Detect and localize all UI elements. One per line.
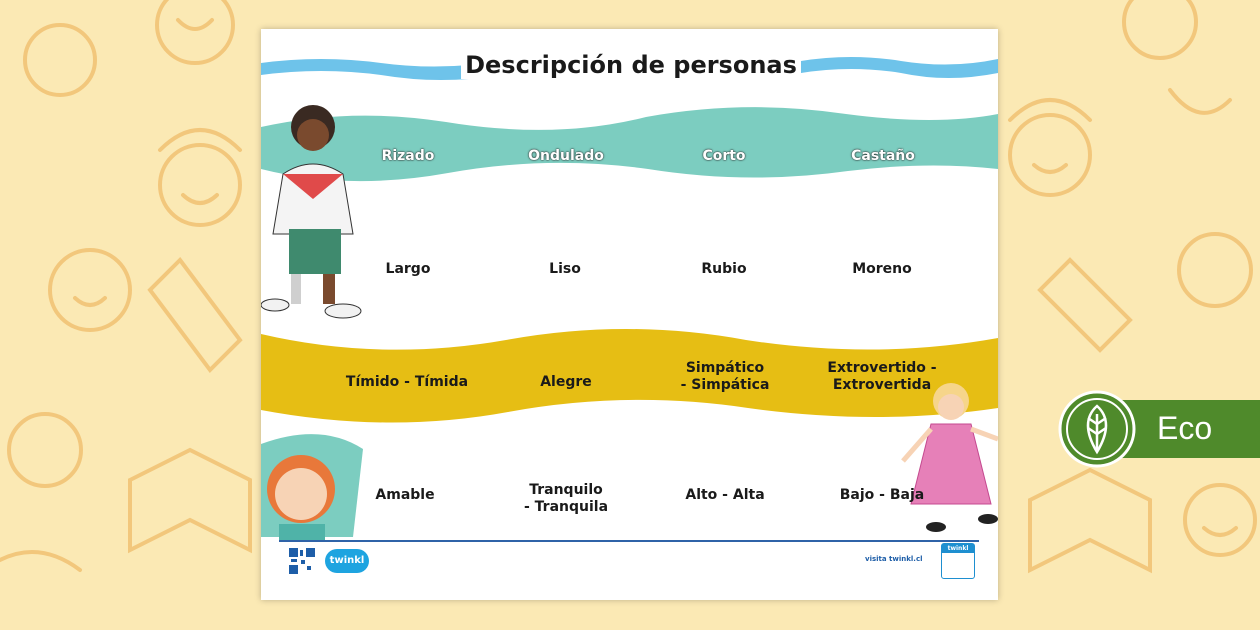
title-wave-right <box>801 57 998 78</box>
eco-label: Eco <box>1157 410 1213 446</box>
qr-code-icon <box>288 547 316 575</box>
word-castano: Castaño <box>851 148 915 164</box>
badge-logo-text: twinkl <box>942 544 974 553</box>
word-tranquilo: Tranquilo - Tranquila <box>523 482 609 515</box>
word-amable: Amable <box>375 487 435 503</box>
word-alegre: Alegre <box>540 374 592 390</box>
word-liso: Liso <box>549 261 581 277</box>
teal-band <box>261 107 998 181</box>
word-extrovertido: Extrovertido - Extrovertida <box>827 360 937 393</box>
word-bajo: Bajo - Baja <box>839 487 925 503</box>
word-moreno: Moreno <box>852 261 912 277</box>
word-rizado: Rizado <box>381 148 435 164</box>
word-largo: Largo <box>385 261 431 277</box>
worksheet <box>261 29 998 600</box>
word-corto: Corto <box>702 148 746 164</box>
word-simpatico: Simpático - Simpática <box>680 360 770 393</box>
word-rubio: Rubio <box>701 261 747 277</box>
page-title: Descripción de personas <box>461 51 801 79</box>
word-timido: Tímido - Tímida <box>345 374 469 390</box>
word-alto: Alto - Alta <box>685 487 765 503</box>
twinkl-logo: twinkl <box>325 549 369 573</box>
visit-link: visita twinkl.cl <box>865 555 923 563</box>
footer-divider <box>279 540 979 542</box>
word-ondulado: Ondulado <box>528 148 604 164</box>
quality-badge-icon <box>941 543 975 579</box>
